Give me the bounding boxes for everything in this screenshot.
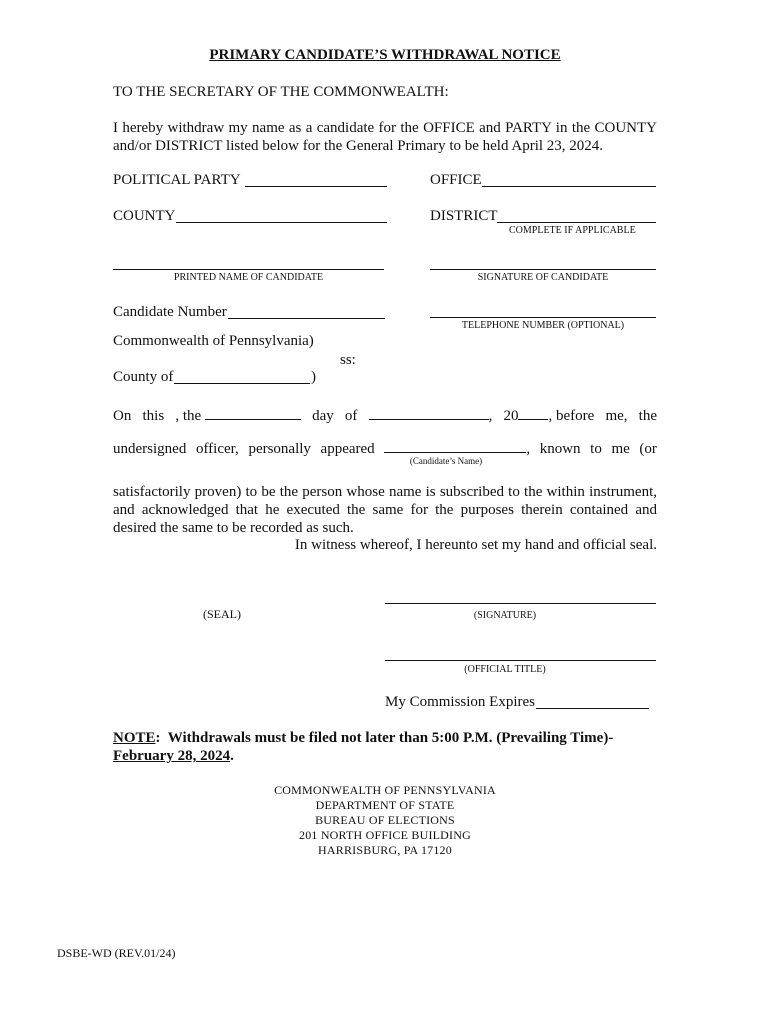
office-address	[0, 783, 770, 858]
venue-ss: ss:	[340, 352, 356, 368]
aff-word: this	[142, 408, 165, 424]
venue-county-label: County of	[113, 369, 174, 385]
candidate-signature-field[interactable]	[430, 269, 656, 270]
aff-word: day	[312, 408, 334, 424]
district-label: DISTRICT	[430, 208, 498, 224]
witness-line: In witness whereof, I hereunto set my hand and official seal.	[294, 537, 657, 553]
aff-word: officer,	[195, 441, 239, 457]
notary-signature-field[interactable]	[385, 603, 656, 604]
aff-word: personally	[248, 441, 311, 457]
note-period: .	[230, 748, 234, 764]
political-party-field[interactable]	[245, 186, 387, 187]
note-text: Withdrawals must be filed not later than 5:00 P.M. (Prevailing Time)-	[167, 730, 614, 746]
commission-field[interactable]	[536, 708, 649, 709]
aff-word: of	[344, 408, 358, 424]
venue-commonwealth: Commonwealth of Pennsylvania)	[113, 333, 314, 349]
official-title-label: (OFFICIAL TITLE)	[464, 664, 546, 675]
telephone-label: TELEPHONE NUMBER (OPTIONAL)	[461, 320, 625, 331]
aff-word: ,	[488, 408, 493, 424]
note-colon: :	[155, 730, 161, 746]
addressee: TO THE SECRETARY OF THE COMMONWEALTH:	[113, 84, 449, 100]
intro-paragraph: I hereby withdraw my name as a candidate for the OFFICE and PARTY in the COUNTY and/or DISTRICT listed below for the General Primary to be held April 23, 2024.	[113, 120, 657, 154]
candidate-signature-label: SIGNATURE OF CANDIDATE	[477, 272, 609, 283]
district-note: COMPLETE IF APPLICABLE	[509, 225, 636, 236]
aff-word: (or	[639, 441, 657, 457]
office-field[interactable]	[482, 186, 656, 187]
affidavit-body: satisfactorily proven) to be the person whose name is subscribed to the within instrument, and acknowledged that he executed the same for the purposes therein contained and desired the same to be recorded as such.	[113, 484, 657, 536]
seal-label: (SEAL)	[203, 607, 241, 621]
day-field[interactable]	[205, 405, 301, 420]
month-field[interactable]	[369, 405, 489, 420]
official-title-field[interactable]	[385, 660, 656, 661]
printed-name-label: PRINTED NAME OF CANDIDATE	[173, 272, 324, 283]
venue-county-paren: )	[311, 369, 316, 385]
candidate-name-field[interactable]	[384, 438, 526, 453]
form-title: PRIMARY CANDIDATE’S WITHDRAWAL NOTICE	[209, 47, 561, 63]
affidavit-line-2	[113, 438, 657, 458]
note-date: February 28, 2024	[113, 748, 231, 764]
county-label: COUNTY	[113, 208, 176, 224]
aff-word: , the	[175, 408, 202, 424]
address-line: 201 NORTH OFFICE BUILDING	[299, 828, 471, 842]
aff-word: ,	[526, 441, 531, 457]
aff-word: 20	[503, 408, 519, 424]
aff-word: me	[611, 441, 630, 457]
printed-name-field[interactable]	[113, 269, 384, 270]
district-field[interactable]	[497, 222, 656, 223]
filing-note	[113, 729, 613, 765]
county-field[interactable]	[176, 222, 387, 223]
notary-signature-label: (SIGNATURE)	[473, 610, 537, 621]
form-id: DSBE-WD (REV.01/24)	[57, 946, 176, 960]
note-label: NOTE	[113, 730, 156, 746]
address-line: COMMONWEALTH OF PENNSYLVANIA	[274, 783, 496, 797]
office-label: OFFICE	[430, 172, 482, 188]
aff-word: known	[539, 441, 581, 457]
aff-word: me,	[605, 408, 628, 424]
candidate-number-label: Candidate Number	[113, 304, 227, 320]
aff-word: On	[113, 408, 132, 424]
political-party-label: POLITICAL PARTY	[113, 172, 241, 188]
address-line: BUREAU OF ELECTIONS	[315, 813, 455, 827]
telephone-field[interactable]	[430, 317, 656, 318]
year-field[interactable]	[518, 405, 548, 420]
address-line: DEPARTMENT OF STATE	[315, 798, 455, 812]
candidate-name-label: (Candidate’s Name)	[409, 456, 483, 466]
address-line: HARRISBURG, PA 17120	[318, 843, 452, 857]
venue-county-field[interactable]	[174, 383, 310, 384]
aff-word: undersigned	[113, 441, 187, 457]
aff-word: to	[590, 441, 602, 457]
aff-word: appeared	[320, 441, 375, 457]
aff-word: , before	[548, 408, 595, 424]
affidavit-line-1	[113, 405, 657, 425]
commission-label: My Commission Expires	[385, 694, 536, 710]
candidate-number-field[interactable]	[228, 318, 385, 319]
aff-word: the	[638, 408, 657, 424]
